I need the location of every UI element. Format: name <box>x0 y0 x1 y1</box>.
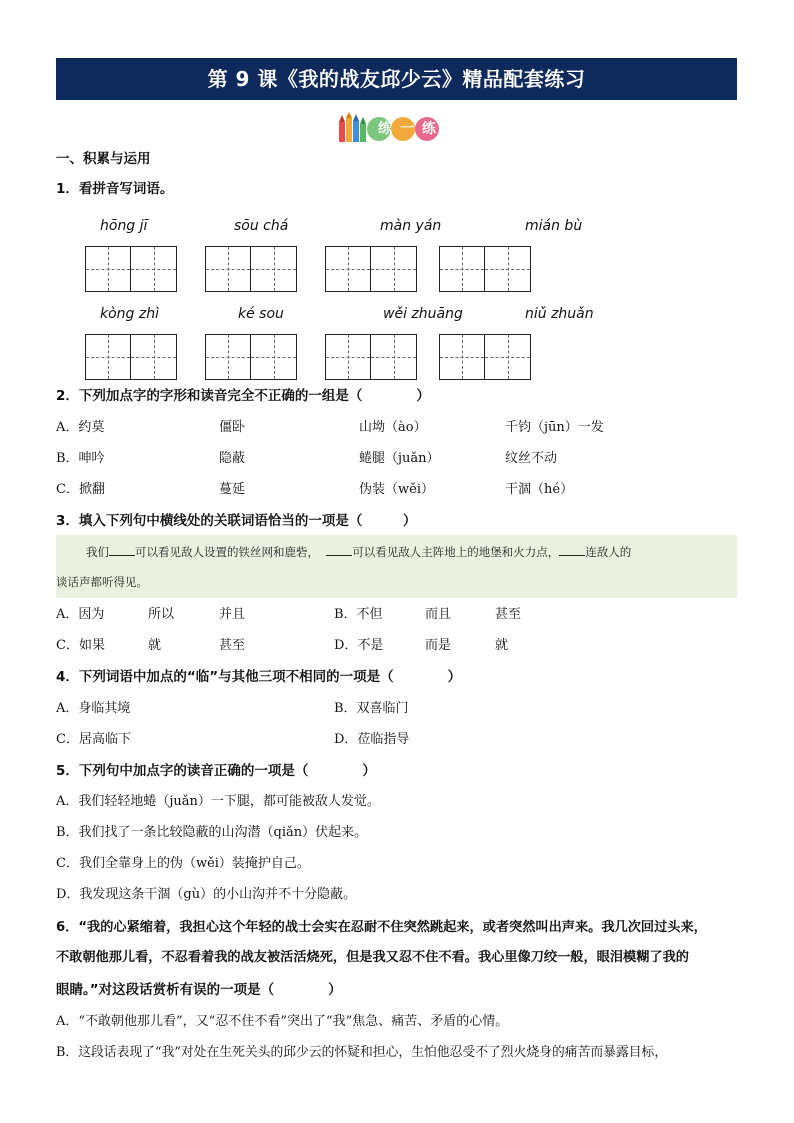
option: A．身临其境 <box>56 701 131 716</box>
pinyin: màn yán <box>380 218 442 234</box>
writing-grid[interactable] <box>325 334 417 380</box>
option: B．这段话表现了“我”对处在生死关头的邱少云的怀疑和担心，生怕他忍受不了烈火烧身的痛苦而暴露目标， <box>56 1045 668 1060</box>
pinyin: ké sou <box>238 306 284 322</box>
option: C．如果 <box>56 638 105 653</box>
option: 而是 <box>425 638 452 653</box>
badge-label: 练一练 <box>378 121 444 137</box>
section-heading: 一、积累与运用 <box>56 151 151 167</box>
option: B．呻吟 <box>56 451 105 466</box>
option: 甚至 <box>219 638 246 653</box>
pinyin: niǔ zhuǎn <box>525 306 594 322</box>
passage-line: 谈话声都听得见。 <box>56 575 148 589</box>
q6-stem-line: 不敢朝他那儿看，不忍看着我的战友被活活烧死，但是我又忍不住不看。我心里像刀绞一般，眼泪模糊了我的 <box>56 950 689 965</box>
pinyin: wěi zhuāng <box>383 306 463 322</box>
pinyin: sōu chá <box>234 218 289 234</box>
q1-stem: 1．看拼音写词语。 <box>56 181 174 197</box>
option: 就 <box>495 638 509 653</box>
option: A．因为 <box>56 607 105 622</box>
writing-grid[interactable] <box>439 246 531 292</box>
option: A．我们轻轻地蜷（juǎn）一下腿，都可能被敌人发觉。 <box>56 794 380 809</box>
passage-line: 我们 可以看见敌人设置的铁丝网和鹿砦， 可以看见敌人主阵地上的地堡和火力点， 连敌人的 <box>86 545 632 559</box>
option: 并且 <box>219 607 246 622</box>
q6-stem-line: 6．“我的心紧缩着，我担心这个年轻的战士会实在忍耐不住突然跳起来，或者突然叫出声来。我几次回过头来， <box>56 920 707 935</box>
q3-stem: 3．填入下列句中横线处的关联词语恰当的一项是（ ） <box>56 513 417 529</box>
option: D．莅临指导 <box>334 732 410 747</box>
pinyin: kòng zhì <box>100 306 159 322</box>
option: 山坳（ào） <box>359 420 427 435</box>
option: D．我发现这条干涸（gù）的小山沟并不十分隐蔽。 <box>56 887 357 902</box>
option: 甚至 <box>495 607 522 622</box>
writing-grid[interactable] <box>205 246 297 292</box>
option: 蔓延 <box>219 482 246 497</box>
writing-grid[interactable] <box>205 334 297 380</box>
q6-stem-line: 眼睛。”对这段话赏析有误的一项是（ ） <box>56 982 342 998</box>
option: 千钧（jūn）一发 <box>505 420 604 435</box>
option: C．我们全靠身上的伪（wěi）装掩护自己。 <box>56 856 310 871</box>
pinyin: mián bù <box>525 218 583 234</box>
option: B．双喜临门 <box>334 701 409 716</box>
option: 蜷腿（juǎn） <box>359 451 440 466</box>
option: B．我们找了一条比较隐蔽的山沟潜（qiǎn）伏起来。 <box>56 825 368 840</box>
writing-grid[interactable] <box>85 246 177 292</box>
option: C．掀翻 <box>56 482 105 497</box>
writing-grid[interactable] <box>85 334 177 380</box>
option: A．约莫 <box>56 420 105 435</box>
writing-grid[interactable] <box>325 246 417 292</box>
option: 伪装（wěi） <box>359 482 434 497</box>
option: A．“不敢朝他那儿看”，又“忍不住不看”突出了“我”焦急、痛苦、矛盾的心情。 <box>56 1014 509 1029</box>
option: D．不是 <box>334 638 384 653</box>
option: 所以 <box>148 607 175 622</box>
practice-badge <box>337 112 445 144</box>
q4-stem: 4．下列词语中加点的“临”与其他三项不相同的一项是（ ） <box>56 669 462 685</box>
page-title: 第 9 课《我的战友邱少云》精品配套练习 <box>56 58 737 100</box>
option: 僵卧 <box>219 420 246 435</box>
option: 隐蔽 <box>219 451 246 466</box>
option: 纹丝不动 <box>505 451 558 466</box>
q2-stem: 2．下列加点字的字形和读音完全不正确的一组是（ ） <box>56 388 430 404</box>
option: C．居高临下 <box>56 732 131 747</box>
q5-stem: 5．下列句中加点字的读音正确的一项是（ ） <box>56 763 376 779</box>
pinyin: hōng jī <box>100 218 148 234</box>
writing-grid[interactable] <box>439 334 531 380</box>
option: 干涸（hé） <box>505 482 574 497</box>
option: 就 <box>148 638 162 653</box>
option: B．不但 <box>334 607 383 622</box>
option: 而且 <box>425 607 452 622</box>
